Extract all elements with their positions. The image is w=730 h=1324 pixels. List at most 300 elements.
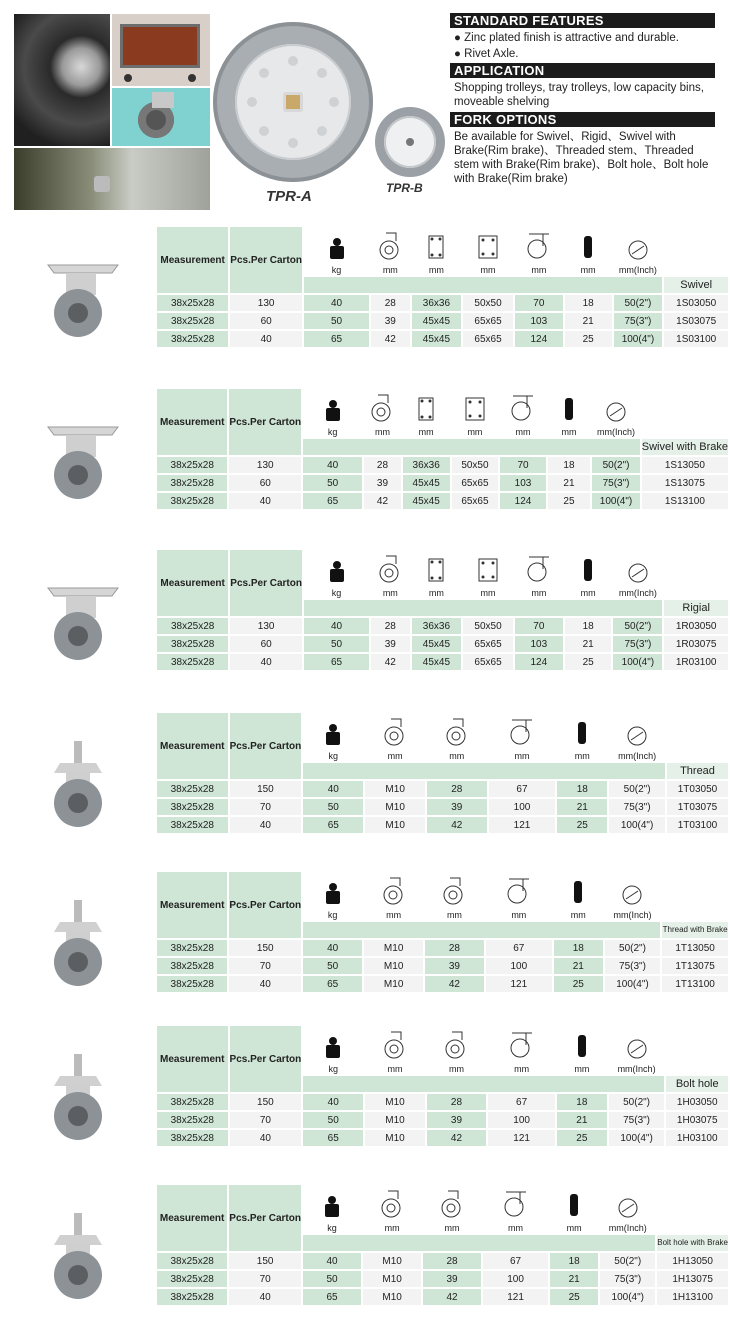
cell: 50(2") <box>609 1094 665 1110</box>
cell: M10 <box>365 1094 425 1110</box>
wheelside-icon: mm <box>425 872 484 920</box>
cell: 65x65 <box>463 313 513 329</box>
wheelside-icon: mm <box>423 1185 481 1233</box>
cell: 60 <box>229 475 301 491</box>
cell: 38x25x28 <box>157 940 227 956</box>
cell: 38x25x28 <box>157 1253 227 1269</box>
tread-icon: mm <box>565 227 612 275</box>
tread-icon: mm <box>554 872 603 920</box>
cell: 67 <box>486 940 552 956</box>
cell: 45x45 <box>403 475 450 491</box>
tpr-b-label: TPR-B <box>386 181 423 195</box>
caster-image <box>38 255 128 335</box>
cell: 103 <box>515 313 563 329</box>
pcs-header: Pcs.Per Carton <box>230 1026 302 1092</box>
wheelside-icon: mm <box>363 1185 421 1233</box>
tpr-a-label: TPR-A <box>266 188 312 205</box>
diameter-icon: mm(Inch) <box>592 389 639 437</box>
cell: 75(3") <box>609 799 665 815</box>
table-row <box>157 976 728 992</box>
cell: 40 <box>229 1289 301 1305</box>
wheelside-icon: mm <box>364 872 423 920</box>
table-row <box>157 799 728 815</box>
item-code: 1R03075 <box>664 636 728 652</box>
table-row <box>157 618 728 634</box>
cell: M10 <box>365 1130 425 1146</box>
cell: 40 <box>229 976 301 992</box>
cell: 70 <box>230 1112 302 1128</box>
cell: 70 <box>515 618 563 634</box>
cell: 25 <box>550 1289 598 1305</box>
caster-image <box>38 1213 128 1293</box>
feature-item: ● Zinc plated finish is attractive and durable. <box>454 32 679 44</box>
item-code: 1S13050 <box>642 457 728 473</box>
cell: 65x65 <box>463 654 513 670</box>
cell: 40 <box>303 1253 361 1269</box>
cell: 38x25x28 <box>157 493 227 509</box>
cell: 38x25x28 <box>157 1130 228 1146</box>
table-row <box>157 1130 728 1146</box>
cell: 40 <box>303 1094 363 1110</box>
cell: 21 <box>557 1112 607 1128</box>
caster-type-label: Swivel <box>664 277 728 293</box>
cell: 75(3") <box>592 475 639 491</box>
cell: 150 <box>229 940 301 956</box>
cell: 18 <box>565 618 612 634</box>
measurement-header: Measurement <box>157 872 227 938</box>
cell: 65x65 <box>452 493 499 509</box>
table-row <box>157 313 728 329</box>
cell: 65 <box>303 493 362 509</box>
cell: 40 <box>229 493 301 509</box>
cell: 100(4") <box>613 654 662 670</box>
cell: 21 <box>557 799 607 815</box>
cell: 50 <box>304 313 369 329</box>
cell: 75(3") <box>613 636 662 652</box>
cell: 28 <box>427 781 487 797</box>
cell: 100(4") <box>609 1130 665 1146</box>
cell: M10 <box>365 817 425 833</box>
cell: 60 <box>230 636 302 652</box>
wheel-closeup-photo <box>14 14 110 146</box>
plate50-icon: mm <box>463 227 513 275</box>
item-code: 1H03100 <box>666 1130 728 1146</box>
table-row <box>157 817 728 833</box>
caster-image <box>38 900 128 980</box>
caster-type-label: Rigial <box>664 600 728 616</box>
cell: 124 <box>515 331 563 347</box>
table-row <box>157 475 728 491</box>
cell: 103 <box>500 475 545 491</box>
item-code: 1S13100 <box>642 493 728 509</box>
cell: 42 <box>425 976 484 992</box>
measurement-header: Measurement <box>157 550 228 616</box>
plate50-icon: mm <box>463 550 513 598</box>
cell: 100 <box>488 1112 555 1128</box>
spec-table <box>155 1024 730 1148</box>
cell: 25 <box>557 1130 607 1146</box>
caster-image <box>38 1054 128 1134</box>
height-icon: mm <box>500 389 545 437</box>
cell: 100 <box>486 958 552 974</box>
cell: 21 <box>565 313 612 329</box>
tread-icon: mm <box>565 550 612 598</box>
cell: 45x45 <box>412 654 462 670</box>
cell: 38x25x28 <box>157 1112 228 1128</box>
item-code: 1H13075 <box>657 1271 728 1287</box>
weight-icon: kg <box>304 227 369 275</box>
cell: 65 <box>304 654 369 670</box>
cell: 45x45 <box>412 636 462 652</box>
cell: 45x45 <box>412 313 462 329</box>
item-code: 1T03075 <box>667 799 728 815</box>
trolley-photo <box>112 14 210 86</box>
wheelside-icon: mm <box>364 389 401 437</box>
cell: 60 <box>230 313 302 329</box>
cell: 38x25x28 <box>157 636 228 652</box>
cell: M10 <box>363 1253 421 1269</box>
caster-type-label: Thread with Brake <box>662 922 728 938</box>
tpr-b-wheel-image <box>375 107 445 177</box>
cell: 65 <box>303 817 363 833</box>
cell: 42 <box>423 1289 481 1305</box>
application-heading: APPLICATION <box>450 63 715 78</box>
cell: 45x45 <box>412 331 462 347</box>
item-code: 1H03075 <box>666 1112 728 1128</box>
item-code: 1T13100 <box>662 976 728 992</box>
diameter-icon: mm(Inch) <box>609 1026 665 1074</box>
weight-icon: kg <box>303 713 363 761</box>
cell: 25 <box>565 331 612 347</box>
weight-icon: kg <box>304 550 369 598</box>
cell: 67 <box>489 781 556 797</box>
measurement-header: Measurement <box>157 713 228 779</box>
cell: 38x25x28 <box>157 817 228 833</box>
cell: 39 <box>371 636 409 652</box>
cell: 38x25x28 <box>157 1289 227 1305</box>
cell: 130 <box>230 295 302 311</box>
pcs-header: Pcs.Per Carton <box>229 872 301 938</box>
wheelside-icon: mm <box>427 1026 487 1074</box>
cell: 45x45 <box>403 493 450 509</box>
cell: 18 <box>565 295 612 311</box>
caster-photo-teal <box>112 88 210 146</box>
caster-type-label: Swivel with Brake <box>641 441 728 453</box>
cell: 130 <box>229 457 301 473</box>
cell: 21 <box>550 1271 598 1287</box>
item-code: 1T03100 <box>667 817 728 833</box>
plate50-icon: mm <box>452 389 499 437</box>
pcs-header: Pcs.Per Carton <box>229 1185 301 1251</box>
standard-features-heading: STANDARD FEATURES <box>450 13 715 28</box>
cell: 39 <box>371 313 409 329</box>
cell: 70 <box>515 295 563 311</box>
cell: 50(2") <box>592 457 639 473</box>
cell: 50x50 <box>463 618 513 634</box>
cell: 38x25x28 <box>157 295 228 311</box>
cell: M10 <box>363 1289 421 1305</box>
cell: 124 <box>500 493 545 509</box>
cell: M10 <box>365 799 425 815</box>
table-row <box>157 1094 728 1110</box>
cell: 38x25x28 <box>157 313 228 329</box>
height-icon: mm <box>486 872 552 920</box>
cell: 100(4") <box>609 817 665 833</box>
cell: 38x25x28 <box>157 654 228 670</box>
item-code: 1R03050 <box>664 618 728 634</box>
plate36-icon: mm <box>412 227 462 275</box>
cell: 150 <box>230 781 302 797</box>
cell: 124 <box>515 654 563 670</box>
cell: 25 <box>557 817 607 833</box>
table-row <box>157 958 728 974</box>
cell: 40 <box>303 457 362 473</box>
wheelside-icon: mm <box>365 713 425 761</box>
weight-icon: kg <box>303 1185 361 1233</box>
cell: 18 <box>548 457 591 473</box>
cell: 36x36 <box>412 618 462 634</box>
cell: 25 <box>565 654 612 670</box>
cell: 36x36 <box>403 457 450 473</box>
cell: 50x50 <box>463 295 513 311</box>
height-icon: mm <box>488 1026 555 1074</box>
table-row <box>157 781 728 797</box>
cell: 40 <box>230 817 302 833</box>
spec-table <box>155 711 730 835</box>
cell: 18 <box>550 1253 598 1269</box>
application-text: Shopping trolleys, tray trolleys, low capacity bins, moveable shelving <box>454 82 704 108</box>
plate36-icon: mm <box>403 389 450 437</box>
spec-table <box>155 870 730 994</box>
cell: 38x25x28 <box>157 958 227 974</box>
cell: 50(2") <box>614 295 663 311</box>
cell: 50(2") <box>605 940 660 956</box>
cell: 65 <box>303 1130 363 1146</box>
cell: 150 <box>230 1094 302 1110</box>
table-row <box>157 1271 728 1287</box>
table-row <box>157 295 728 311</box>
cell: 42 <box>371 654 409 670</box>
item-code: 1S13075 <box>642 475 728 491</box>
cell: 65x65 <box>463 636 513 652</box>
cell: 100(4") <box>600 1289 655 1305</box>
cell: 67 <box>483 1253 548 1269</box>
cell: 40 <box>303 940 362 956</box>
height-icon: mm <box>483 1185 548 1233</box>
cell: 65 <box>303 976 362 992</box>
height-icon: mm <box>515 227 563 275</box>
cell: 38x25x28 <box>157 618 228 634</box>
cell: 50 <box>303 1112 363 1128</box>
cell: 50(2") <box>600 1253 655 1269</box>
cell: 103 <box>515 636 563 652</box>
cell: 50 <box>303 958 362 974</box>
cell: M10 <box>365 781 425 797</box>
fork-options-text: Be available for Swivel、Rigid、Swivel with Brake(Rim brake)、Threaded stem、Threaded stem with Brake(Rim brake)、Bolt hole、Bolt hole with Brake(Rim brake) <box>454 131 709 185</box>
table-row <box>157 636 728 652</box>
table-row <box>157 1253 728 1269</box>
pcs-header: Pcs.Per Carton <box>230 550 302 616</box>
wheelside-icon: mm <box>365 1026 425 1074</box>
cell: 121 <box>489 817 556 833</box>
diameter-icon: mm(Inch) <box>609 713 665 761</box>
caster-type-label: Bolt hole with Brake <box>657 1235 728 1251</box>
cell: 150 <box>229 1253 301 1269</box>
cell: 38x25x28 <box>157 1094 228 1110</box>
measurement-header: Measurement <box>157 1026 228 1092</box>
cell: 100(4") <box>592 493 639 509</box>
weight-icon: kg <box>303 389 362 437</box>
item-code: 1T13075 <box>662 958 728 974</box>
features-panel <box>450 13 715 188</box>
height-icon: mm <box>489 713 556 761</box>
cell: 130 <box>230 618 302 634</box>
measurement-header: Measurement <box>157 227 228 293</box>
cell: 38x25x28 <box>157 331 228 347</box>
spec-table <box>155 1183 730 1307</box>
cell: 38x25x28 <box>157 799 228 815</box>
cell: 38x25x28 <box>157 781 228 797</box>
header-row <box>157 550 728 598</box>
weight-icon: kg <box>303 1026 363 1074</box>
bolt-closeup-photo <box>14 148 210 210</box>
cell: 50(2") <box>613 618 662 634</box>
cell: 18 <box>554 940 603 956</box>
cell: 50x50 <box>452 457 499 473</box>
cell: 75(3") <box>600 1271 655 1287</box>
cell: 25 <box>548 493 591 509</box>
tread-icon: mm <box>548 389 591 437</box>
cell: 28 <box>423 1253 481 1269</box>
cell: 21 <box>548 475 591 491</box>
item-code: 1T03050 <box>667 781 728 797</box>
diameter-icon: mm(Inch) <box>605 872 660 920</box>
cell: 40 <box>230 1130 302 1146</box>
header-row <box>157 1185 728 1233</box>
plate36-icon: mm <box>412 550 462 598</box>
cell: 65x65 <box>452 475 499 491</box>
table-row <box>157 654 728 670</box>
caster-type-label: Bolt hole <box>666 1076 728 1092</box>
cell: 25 <box>554 976 603 992</box>
header-row <box>157 1026 728 1074</box>
cell: 38x25x28 <box>157 457 227 473</box>
pcs-header: Pcs.Per Carton <box>230 227 302 293</box>
cell: 39 <box>364 475 401 491</box>
cell: 50 <box>303 799 363 815</box>
cell: 100(4") <box>614 331 663 347</box>
diameter-icon: mm(Inch) <box>614 227 663 275</box>
cell: 100 <box>489 799 556 815</box>
cell: 28 <box>427 1094 487 1110</box>
pcs-header: Pcs.Per Carton <box>230 713 302 779</box>
cell: M10 <box>364 958 423 974</box>
cell: 28 <box>364 457 401 473</box>
cell: 65x65 <box>463 331 513 347</box>
weight-icon: kg <box>303 872 362 920</box>
cell: 40 <box>230 331 302 347</box>
cell: 38x25x28 <box>157 1271 227 1287</box>
pcs-header: Pcs.Per Carton <box>229 389 301 455</box>
cell: M10 <box>363 1271 421 1287</box>
tread-icon: mm <box>557 713 607 761</box>
cell: 39 <box>423 1271 481 1287</box>
cell: 40 <box>304 618 369 634</box>
diameter-icon: mm(Inch) <box>600 1185 655 1233</box>
height-icon: mm <box>515 550 563 598</box>
cell: 21 <box>554 958 603 974</box>
cell: 28 <box>371 295 409 311</box>
table-row <box>157 457 728 473</box>
cell: 121 <box>486 976 552 992</box>
diameter-icon: mm(Inch) <box>613 550 662 598</box>
spec-table <box>155 548 730 672</box>
item-code: 1H13050 <box>657 1253 728 1269</box>
cell: M10 <box>364 976 423 992</box>
cell: 42 <box>427 1130 487 1146</box>
cell: 100 <box>483 1271 548 1287</box>
item-code: 1S03075 <box>664 313 728 329</box>
cell: 39 <box>427 1112 487 1128</box>
header-row <box>157 713 728 761</box>
cell: 70 <box>229 958 301 974</box>
cell: 38x25x28 <box>157 976 227 992</box>
cell: 28 <box>425 940 484 956</box>
cell: 21 <box>565 636 612 652</box>
wheelside-icon: mm <box>371 227 409 275</box>
spec-table <box>155 387 730 511</box>
cell: 50 <box>303 1271 361 1287</box>
cell: 39 <box>425 958 484 974</box>
table-row <box>157 493 728 509</box>
cell: 18 <box>557 781 607 797</box>
cell: 40 <box>304 295 369 311</box>
feature-item: ● Rivet Axle. <box>454 48 519 60</box>
caster-type-label: Thread <box>667 763 728 779</box>
item-code: 1S03100 <box>664 331 728 347</box>
cell: 36x36 <box>412 295 462 311</box>
measurement-header: Measurement <box>157 389 227 455</box>
item-code: 1R03100 <box>664 654 728 670</box>
cell: 18 <box>557 1094 607 1110</box>
cell: 42 <box>427 817 487 833</box>
product-photos <box>14 14 210 210</box>
cell: 121 <box>488 1130 555 1146</box>
cell: 75(3") <box>605 958 660 974</box>
item-code: 1H03050 <box>666 1094 728 1110</box>
cell: 65 <box>304 331 369 347</box>
table-row <box>157 1289 728 1305</box>
cell: 42 <box>364 493 401 509</box>
item-code: 1T13050 <box>662 940 728 956</box>
cell: 40 <box>230 654 302 670</box>
wheelside-icon: mm <box>371 550 409 598</box>
caster-image <box>38 741 128 821</box>
cell: 70 <box>229 1271 301 1287</box>
measurement-header: Measurement <box>157 1185 227 1251</box>
header-row <box>157 872 728 920</box>
wheelside-icon: mm <box>427 713 487 761</box>
cell: M10 <box>364 940 423 956</box>
cell: 75(3") <box>609 1112 665 1128</box>
header-row <box>157 227 728 275</box>
caster-image <box>38 578 128 658</box>
table-row <box>157 331 728 347</box>
cell: 39 <box>427 799 487 815</box>
tread-icon: mm <box>550 1185 598 1233</box>
cell: 40 <box>303 781 363 797</box>
cell: 75(3") <box>614 313 663 329</box>
